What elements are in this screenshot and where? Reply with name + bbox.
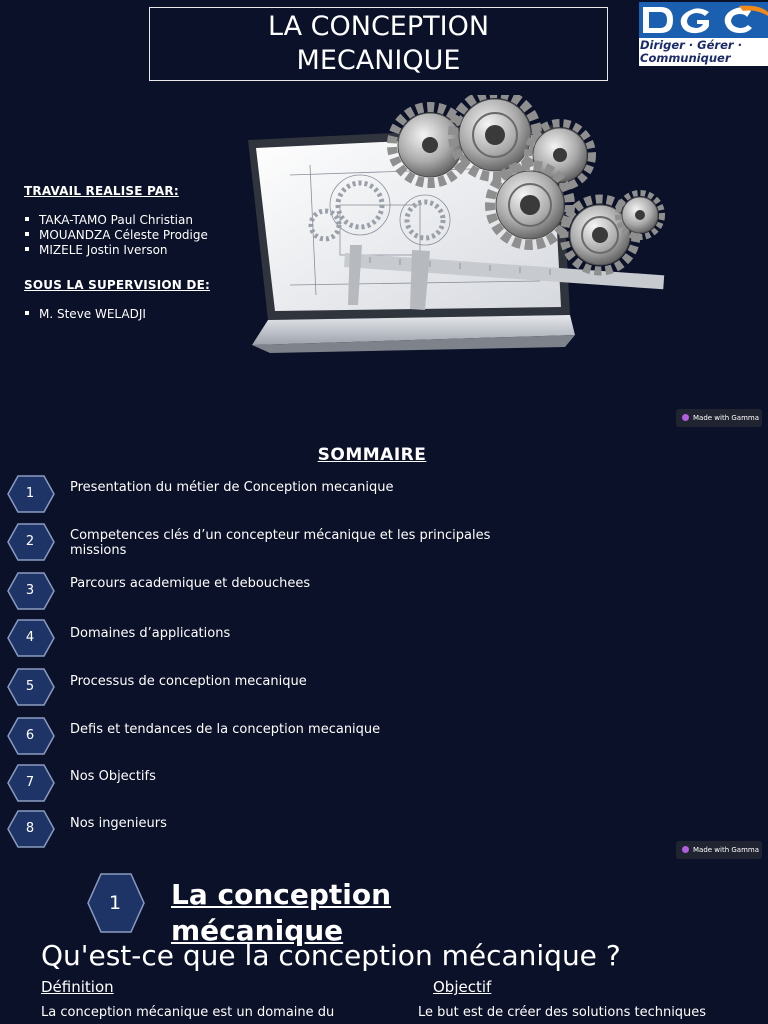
sommaire-item-number-4: 4 [6,618,60,658]
sommaire-title: SOMMAIRE [317,445,427,465]
author-item: MOUANDZA Céleste Prodige [24,228,208,243]
section-question: Qu'est-ce que la conception mécanique ? [41,939,621,972]
laptop-gears-caliper-illustration [230,95,680,357]
slide-title-box [149,7,608,81]
supervisor-item: M. Steve WELADJI [24,307,146,322]
sommaire-item-number-7: 7 [6,763,60,803]
sommaire-item-label-1: Presentation du métier de Conception mecanique [70,480,394,495]
made-with-gamma-badge[interactable]: Made with Gamma [676,409,762,427]
sommaire-item-number-5: 5 [6,667,60,707]
sommaire-item-number-1: 1 [6,474,60,514]
authors-label: TRAVAIL REALISE PAR: [24,184,179,198]
sommaire-item-number-3: 3 [6,571,60,611]
sommaire-item-label-4: Domaines d’applications [70,626,231,641]
definition-text: La conception mécanique est un domaine du [41,1005,335,1020]
definition-label: Définition [41,978,114,996]
made-with-gamma-badge[interactable]: Made with Gamma [676,841,762,859]
sommaire-item-number-6: 6 [6,716,60,756]
bullet-square-icon [25,232,29,236]
author-item: MIZELE Jostin Iverson [24,243,208,258]
sommaire-item-label-3: Parcours academique et debouchees [70,576,311,591]
title-line-1: LA CONCEPTION [267,11,490,42]
section-heading: La conception mécanique [171,878,392,947]
objective-text: Le but est de créer des solutions techniques [418,1005,707,1020]
sommaire-item-label-8: Nos ingenieurs [70,816,167,831]
dgc-logo-mark [639,2,768,38]
sommaire-item-label-2: Competences clés d’un concepteur mécanique et les principales missions [70,528,491,558]
supervisor-label: SOUS LA SUPERVISION DE: [24,278,210,292]
supervisor-list [24,307,146,322]
bullet-square-icon [25,217,29,221]
sommaire-item-number-2: 2 [6,522,60,562]
objective-label: Objectif [433,978,492,996]
logo-tagline: Diriger · Gérer · Communiquer [640,38,742,65]
authors-list [24,213,208,258]
sommaire-item-number-8: 8 [6,809,60,849]
dgc-logo [639,2,768,66]
bullet-square-icon [25,311,29,315]
gamma-logo-icon [682,414,689,421]
sommaire-item-label-6: Defis et tendances de la conception mecanique [70,722,381,737]
bullet-square-icon [25,247,29,251]
gamma-logo-icon [682,846,689,853]
sommaire-item-label-7: Nos Objectifs [70,769,156,784]
title-line-2: MECANIQUE [296,45,461,76]
author-item: TAKA-TAMO Paul Christian [24,213,208,228]
sommaire-item-label-5: Processus de conception mecanique [70,674,307,689]
section-number-badge: 1 [86,872,152,934]
